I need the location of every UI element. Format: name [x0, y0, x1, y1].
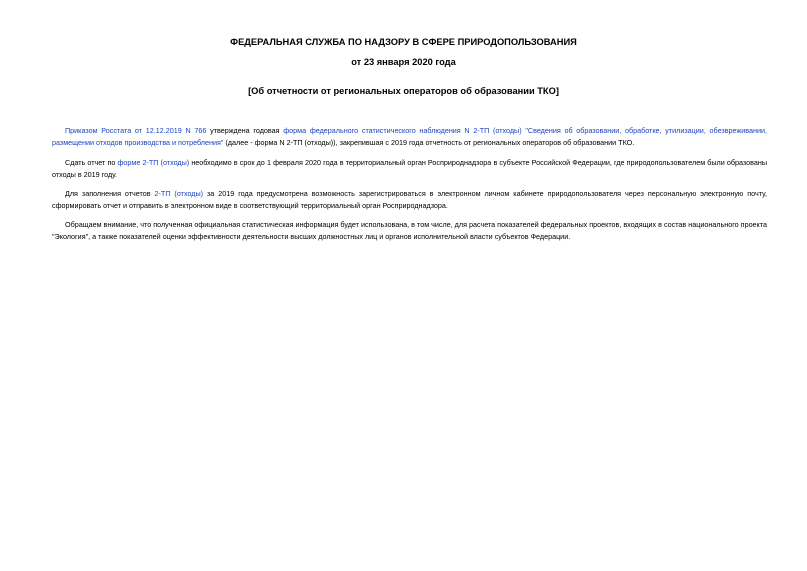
- link-form-2tp[interactable]: форме 2-ТП (отходы): [117, 158, 190, 167]
- paragraph-electronic-submission: [52, 188, 767, 211]
- link-form-2tp[interactable]: 2-ТП (отходы): [154, 189, 204, 198]
- document-date: от 23 января 2020 года: [351, 57, 456, 67]
- paragraph-text: утверждена годовая: [206, 126, 284, 135]
- paragraph-text: необходимо в срок до 1 февраля 2020 года в территориальный орган Росприроднадзора в субъекте Российской Федерации, где природопользователем были образованы отходы в 2019 году.: [52, 158, 768, 179]
- paragraph-text: Для заполнения отчетов: [65, 189, 155, 198]
- paragraph-order-approval: [52, 125, 767, 148]
- paragraph-deadline: [52, 157, 767, 180]
- link-rosstat-order[interactable]: Приказом Росстата от 12.12.2019 N 766: [65, 126, 207, 135]
- paragraph-text: за 2019 года предусмотрена возможность зарегистрироваться в электронном личном кабинете природопользователя через персональную электронную почту, сформировать отчет и отправить в электронном виде в соответствующий территориальный орган Росприроднадзора.: [52, 189, 767, 210]
- link-form-2tp[interactable]: форма федерального статистического наблюдения N 2-ТП (отходы) "Сведения об образовании, обработке, утилизации, обезвреживании, размещении отходов производства и потребления": [52, 126, 767, 147]
- document-title: [Об отчетности от региональных операторов об образовании ТКО]: [248, 86, 559, 96]
- agency-heading: ФЕДЕРАЛЬНАЯ СЛУЖБА ПО НАДЗОРУ В СФЕРЕ ПРИРОДОПОЛЬЗОВАНИЯ: [230, 37, 577, 47]
- paragraph-notice: Обращаем внимание, что полученная официальная статистическая информация будет использована, в том числе, для расчета показателей федеральных проектов, входящих в состав национального проекта "Экология", а также показателей оценки эффективности деятельности высших должностных лиц и органов исполнительной власти субъектов Федерации.: [52, 220, 767, 241]
- paragraph-text: (далее - форма N 2-ТП (отходы)), закрепившая с 2019 года отчетность от региональных операторов об образовании ТКО.: [223, 137, 635, 147]
- paragraph-text: Сдать отчет по: [65, 158, 118, 167]
